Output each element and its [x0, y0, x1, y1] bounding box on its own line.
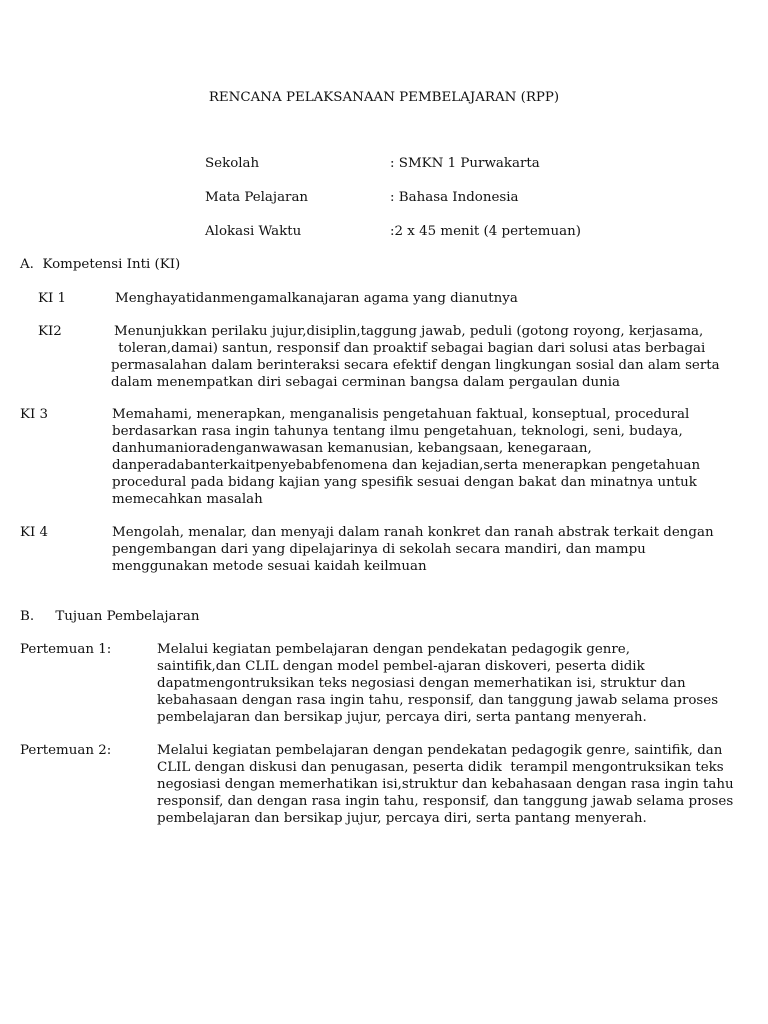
ki-1-line: Menghayatidanmengamalkanajaran agama yang dianutnya	[115, 291, 518, 306]
identity-value-subject: : Bahasa Indonesia	[390, 190, 519, 205]
ki-2-label: KI2	[38, 324, 62, 339]
meeting-2-line: CLIL dengan diskusi dan penugasan, peserta didik terampil mengontruksikan teks	[157, 760, 724, 775]
ki-2-line: dalam menempatkan diri sebagai cerminan bangsa dalam pergaulan dunia	[111, 375, 621, 390]
ki-3-line: Memahami, menerapkan, menganalisis pengetahuan faktual, konseptual, procedural	[112, 407, 690, 422]
meeting-1-line: saintifik,dan CLIL dengan model pembel-ajaran diskoveri, peserta didik	[157, 659, 645, 674]
identity-label-school: Sekolah	[205, 156, 260, 171]
ki-4-line: Mengolah, menalar, dan menyaji dalam ranah konkret dan ranah abstrak terkait dengan	[112, 525, 714, 540]
ki-4-line: pengembangan dari yang dipelajarinya di sekolah secara mandiri, dan mampu	[112, 542, 646, 557]
identity-label-time: Alokasi Waktu	[205, 224, 302, 239]
meeting-1-line: pembelajaran dan bersikap jujur, percaya diri, serta pantang menyerah.	[157, 710, 647, 725]
ki-3-line: memecahkan masalah	[112, 492, 263, 507]
ki-4-line: menggunakan metode sesuai kaidah keilmuan	[112, 559, 427, 574]
ki-2-line: permasalahan dalam berinteraksi secara efektif dengan lingkungan sosial dan alam serta	[111, 358, 720, 373]
meeting-2-label: Pertemuan 2:	[20, 743, 112, 758]
ki-3-line: berdasarkan rasa ingin tahunya tentang ilmu pengetahuan, teknologi, seni, budaya,	[112, 424, 683, 439]
section-a-heading: A. Kompetensi Inti (KI)	[20, 257, 181, 272]
ki-4-text	[112, 524, 714, 575]
meeting-2-line: Melalui kegiatan pembelajaran dengan pendekatan pedagogik genre, saintifik, dan	[157, 743, 723, 758]
meeting-1-text	[157, 641, 718, 726]
section-b-heading: B. Tujuan Pembelajaran	[20, 609, 200, 624]
meeting-2-line: negosiasi dengan memerhatikan isi,struktur dan kebahasaan dengan rasa ingin tahu	[157, 777, 734, 792]
ki-3-label: KI 3	[20, 407, 49, 422]
meeting-1-line: kebahasaan dengan rasa ingin tahu, responsif, dan tanggung jawab selama proses	[157, 693, 719, 708]
ki-1-text	[115, 290, 518, 307]
meeting-1-line: dapatmengontruksikan teks negosiasi dengan memerhatikan isi, struktur dan	[157, 676, 686, 691]
ki-3-line: danperadabanterkaitpenyebabfenomena dan kejadian,serta menerapkan pengetahuan	[112, 458, 701, 473]
ki-4-label: KI 4	[20, 525, 49, 540]
meeting-1-line: Melalui kegiatan pembelajaran dengan pendekatan pedagogik genre,	[157, 642, 630, 657]
meeting-2-text	[157, 742, 734, 827]
ki-3-text	[112, 406, 700, 508]
identity-value-time: :2 x 45 menit (4 pertemuan)	[390, 224, 581, 239]
ki-3-line: danhumanioradenganwawasan kemanusian, kebangsaan, kenegaraan,	[112, 441, 592, 456]
ki-2-text	[111, 323, 720, 391]
ki-2-line: toleran,damai) santun, responsif dan proaktif sebagai bagian dari solusi atas berbagai	[114, 341, 706, 356]
ki-2-line: Menunjukkan perilaku jujur,disiplin,taggung jawab, peduli (gotong royong, kerjasama,	[114, 324, 704, 339]
document-title: RENCANA PELAKSANAAN PEMBELAJARAN (RPP)	[208, 90, 560, 105]
ki-3-line: procedural pada bidang kajian yang spesifik sesuai dengan bakat dan minatnya untuk	[112, 475, 697, 490]
identity-value-school: : SMKN 1 Purwakarta	[390, 156, 540, 171]
meeting-1-label: Pertemuan 1:	[20, 642, 112, 657]
meeting-2-line: responsif, dan dengan rasa ingin tahu, responsif, dan tanggung jawab selama proses	[157, 794, 734, 809]
ki-1-label: KI 1	[38, 291, 67, 306]
identity-label-subject: Mata Pelajaran	[205, 190, 309, 205]
meeting-2-line: pembelajaran dan bersikap jujur, percaya diri, serta pantang menyerah.	[157, 811, 647, 826]
